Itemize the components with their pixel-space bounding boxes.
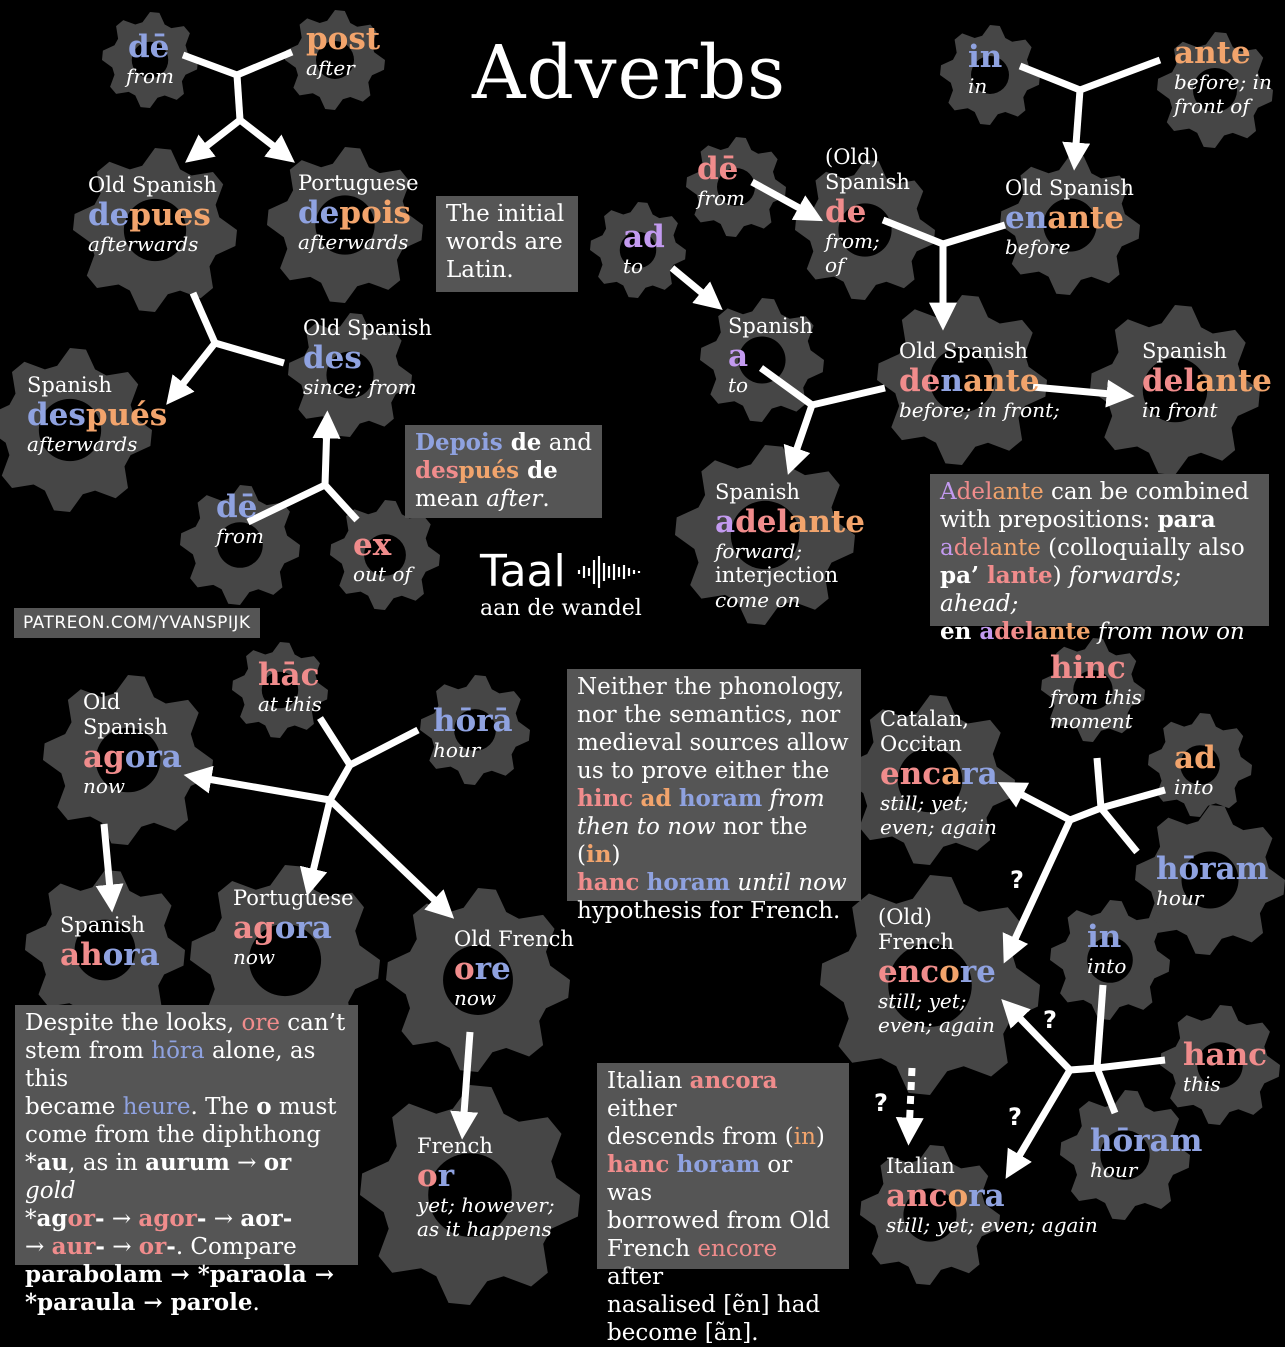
logo: Taal aan de wandel <box>480 546 642 621</box>
arrow <box>174 343 215 395</box>
node-de-latin-1: dē from <box>126 29 174 89</box>
node-hanc: hanc this <box>1183 1037 1268 1097</box>
patreon-link[interactable]: PATREON.COM/YVANSPIJK <box>14 608 260 638</box>
connector-line <box>237 75 240 120</box>
connector-line <box>330 765 350 800</box>
arrow <box>310 800 330 884</box>
arrow <box>240 120 285 155</box>
node-ad-1: ad to <box>623 219 665 279</box>
question-mark-2: ? <box>1043 1006 1057 1034</box>
node-hac: hāc at this <box>258 657 322 717</box>
node-de-latin-2: dē from <box>216 489 264 549</box>
question-mark-1: ? <box>1010 866 1024 894</box>
connector-line <box>812 388 885 405</box>
node-ex: ex out of <box>353 527 412 587</box>
node-agora-portuguese: Portuguese agora now <box>233 886 354 970</box>
connector-line <box>1070 1068 1097 1070</box>
node-horam-2: hōram hour <box>1090 1123 1203 1183</box>
node-depois: Portuguese depois afterwards <box>298 171 419 255</box>
connector-line <box>320 718 350 765</box>
node-hora-1: hōrā hour <box>433 703 513 763</box>
node-in-2: in into <box>1087 919 1127 979</box>
note-adelante: Adelante can be combined with prepositions: para adelante (colloquially also pa’ lante) forwards; ahead; en adelante from now on <box>930 474 1269 626</box>
node-in-1: in in <box>968 39 1003 99</box>
arrow <box>196 777 330 800</box>
note-ore: Despite the looks, ore can’t stem from hōra alone, as this became heure. The o must come from the diphthong *au, as in aurum → or gold *agor- → agor- → aor- → aur- → or-. Compare parabolam → *paraola → *paraula → parole. <box>15 1005 358 1265</box>
node-despues: Spanish después afterwards <box>27 373 168 457</box>
connector-line <box>943 225 1005 244</box>
note-phonology: Neither the phonology, nor the semantics, nor medieval sources allow us to prove either the hinc ad horam from then to now nor the (in) hanc horam until now hypothesis for French. <box>567 669 861 901</box>
arrow <box>195 120 240 155</box>
node-de-old-spanish: (Old) Spanish de from; of <box>825 145 910 278</box>
node-ante: ante before; in front of <box>1174 35 1272 119</box>
connector-line <box>1070 808 1101 820</box>
note-latin: The initial words are Latin. <box>436 196 578 292</box>
node-de-latin-3: dē from <box>697 151 745 211</box>
connector-line <box>325 485 357 520</box>
connector-line <box>1101 790 1165 808</box>
node-ancora: Italian ancora still; yet; even; again <box>886 1154 1098 1238</box>
connector-line <box>1097 758 1101 808</box>
arrow <box>1010 1008 1070 1070</box>
note-ancora: Italian ancora either descends from (in) hanc horam or was borrowed from Old French encore after nasalised [ẽn] had become [ãn]. <box>597 1063 849 1269</box>
soundwave-icon <box>576 554 642 590</box>
arrow <box>1075 90 1080 158</box>
node-denante: Old Spanish denante before; in front; <box>899 339 1060 423</box>
node-agora-old-spanish: Old Spanish agora now <box>83 690 182 799</box>
connector-line <box>350 730 418 765</box>
connector-line <box>215 343 284 363</box>
connector-line <box>1080 60 1160 90</box>
connector-line <box>193 293 215 343</box>
node-horam-1: hōram hour <box>1156 851 1269 911</box>
node-or: French or yet; however; as it happens <box>417 1134 555 1242</box>
note-depois-despues: Depois de and después de mean after. <box>405 425 602 518</box>
node-encara: Catalan, Occitan encara still; yet; even; again <box>880 707 998 840</box>
node-des: Old Spanish des since; from <box>303 316 432 400</box>
node-encore: (Old) French encore still; yet; even; again <box>878 905 996 1038</box>
node-ahora: Spanish ahora <box>60 913 160 974</box>
node-hinc: hinc from this moment <box>1050 650 1142 734</box>
node-post: post after <box>306 21 381 81</box>
node-enante: Old Spanish enante before <box>1005 176 1134 260</box>
question-mark-4: ? <box>1008 1103 1022 1131</box>
node-depues: Old Spanish depues afterwards <box>88 173 217 257</box>
node-ad-2: ad into <box>1174 740 1216 800</box>
connector-line <box>1101 808 1137 852</box>
node-ore: Old French ore now <box>454 927 574 1011</box>
arrow <box>672 268 713 302</box>
arrow <box>325 423 327 485</box>
arrow <box>792 405 812 463</box>
page-title: Adverbs <box>472 30 787 116</box>
node-a: Spanish a to <box>728 314 813 398</box>
question-mark-3: ? <box>874 1089 888 1117</box>
arrow <box>1009 788 1070 820</box>
connector-line <box>1097 1060 1165 1068</box>
connector-line <box>237 52 292 75</box>
node-adelante: Spanish adelante forward; interjection come on <box>715 480 865 613</box>
node-delante: Spanish delante in front <box>1142 339 1272 423</box>
